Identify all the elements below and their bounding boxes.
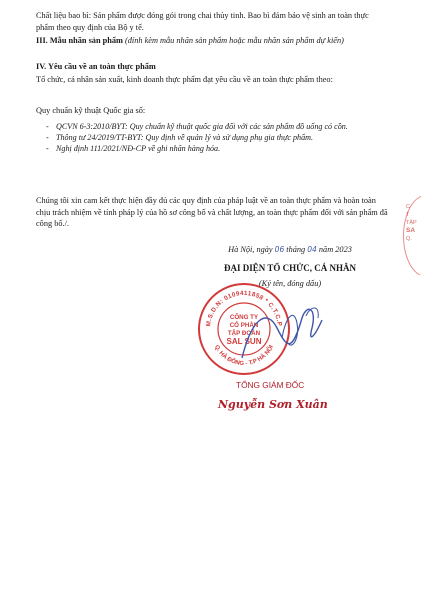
standard-item: - Thông tư 24/2019/TT-BYT: Quy định về quản lý và sử dụng phụ gia thực phẩm. <box>46 132 386 143</box>
section-3-note: (đính kèm mẫu nhãn sản phẩm hoặc mẫu nhãn sản phẩm dự kiến) <box>125 36 344 45</box>
month-label: tháng <box>286 245 306 254</box>
sign-note: (Ký tên, đóng dấu) <box>258 279 322 288</box>
handwritten-signature-blue <box>222 298 332 368</box>
handwritten-month: 04 <box>307 245 317 254</box>
section-3 <box>36 35 388 47</box>
year-label: năm 2023 <box>318 245 352 254</box>
section-3-title: III. Mẫu nhãn sản phẩm <box>36 36 123 45</box>
edge-stamp-line: TẬP <box>406 220 417 226</box>
packaging-paragraph: Chất liệu bao bì: Sản phẩm được đóng gói trong chai thủy tinh. Bao bì đảm bảo vệ sinh an toàn thực phẩm theo quy định của Bộ y tế. <box>36 11 369 32</box>
edge-stamp-line: C <box>406 204 410 210</box>
edge-stamp-fragment <box>403 195 421 275</box>
edge-stamp-line: SA <box>406 227 416 234</box>
standards-list <box>46 121 386 154</box>
position-title: TỔNG GIÁM ĐỐC <box>236 380 305 390</box>
place-date-prefix: Hà Nội, ngày <box>228 245 273 254</box>
commitment-paragraph: Chúng tôi xin cam kết thực hiện đầy đủ các quy định của pháp luật về an toàn thực phẩm và hoàn toàn chịu trách nhiệm về tính pháp lý của hồ sơ công bố và chất lượng, an toàn thực phẩm đối với sản phẩm đã công bố./. <box>36 196 388 228</box>
handwritten-day: 06 <box>274 245 285 254</box>
signer-name: Nguyễn Sơn Xuân <box>218 398 328 411</box>
edge-stamp-line: Q. <box>406 236 412 242</box>
section-4-intro: Tổ chức, cá nhân sản xuất, kinh doanh thực phẩm đạt yêu cầu về an toàn thực phẩm theo: <box>36 75 333 84</box>
svg-text:CÔNG TY: CÔNG TY <box>229 314 259 321</box>
standard-item: - QCVN 6-3:2010/BYT: Quy chuẩn kỹ thuật quốc gia đối với các sản phẩm đồ uống có cồn. <box>46 121 386 132</box>
standard-item: - Nghị định 111/2021/NĐ-CP về ghi nhãn hàng hóa. <box>46 143 386 154</box>
svg-text:CỔ PHẦN: CỔ PHẦN <box>229 322 259 329</box>
representative-title: ĐẠI DIỆN TỔ CHỨC, CÁ NHÂN <box>223 263 356 273</box>
section-4-title: IV. Yêu cầu về an toàn thực phẩm <box>36 62 156 71</box>
svg-text:TẬP ĐOÀN: TẬP ĐOÀN <box>227 330 261 337</box>
place-date <box>180 244 400 256</box>
standards-label: Quy chuẩn kỹ thuật Quốc gia số: <box>36 106 146 115</box>
svg-text:M.S.D.N: 0109411858 * C.T.C.P: M.S.D.N: 0109411858 * C.T.C.P <box>205 289 283 327</box>
svg-text:Q. HÀ ĐÔNG - T.P HÀ NỘI: Q. HÀ ĐÔNG - T.P HÀ NỘI <box>213 344 275 368</box>
svg-text:SAL SUN: SAL SUN <box>226 337 262 346</box>
edge-stamp-line: T <box>406 212 410 218</box>
